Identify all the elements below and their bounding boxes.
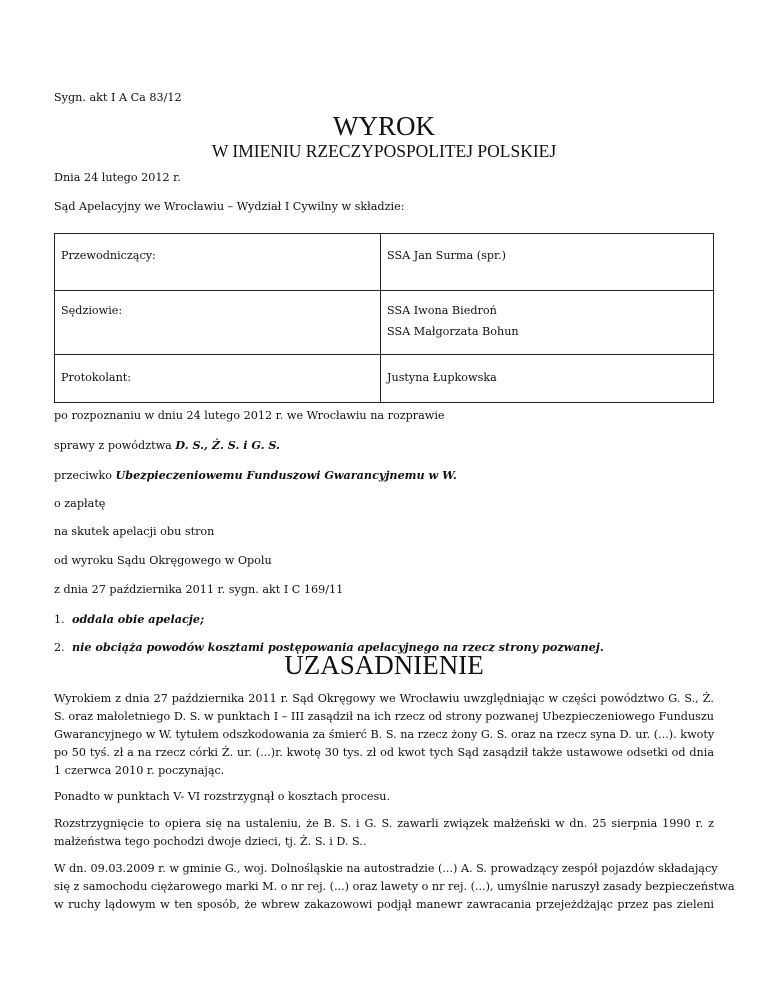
judge-name: SSA Iwona Biedroń	[387, 304, 497, 317]
ruling-text: nie obciąża powodów kosztami postępowania apelacyjnego na rzecz strony pozwanej.	[72, 640, 604, 654]
paragraph-line: w ruchy lądowym w ten sposób, że wbrew zakazowowi podjął manewr zawracania przejeżdżając przez pas zieleni	[54, 898, 714, 911]
defendant-line	[54, 468, 457, 483]
ruling-number: 1.	[54, 613, 65, 626]
presiding-judge: SSA Jan Surma (spr.)	[387, 249, 507, 262]
clerk-name: Justyna Łupkowska	[387, 371, 497, 384]
paragraph-line: się z samochodu ciężarowego marki M. o nr rej. (...) oraz lawety o nr rej. (...), umyślnie naruszył zasady bezpieczeństwa	[54, 880, 735, 893]
document-title: WYROK	[333, 111, 435, 141]
case-signature: Sygn. akt I A Ca 83/12	[54, 91, 182, 104]
paragraph-line: 1 czerwca 2010 r. poczynając.	[54, 764, 225, 777]
clerk-label-cell	[55, 355, 381, 403]
clerk-value-cell	[381, 355, 714, 403]
table-row	[55, 291, 714, 355]
justification-paragraph	[54, 815, 714, 851]
defendant: Ubezpieczeniowemu Funduszowi Gwarancyjnemu w W.	[115, 468, 457, 482]
ruling-number: 2.	[54, 641, 65, 654]
judge-name: SSA Małgorzata Bohun	[387, 325, 519, 338]
presiding-label: Przewodniczący:	[61, 249, 156, 262]
table-row	[55, 234, 714, 291]
judges-value-cell	[381, 291, 714, 355]
judgment-date: Dnia 24 lutego 2012 r.	[54, 171, 181, 184]
presiding-value-cell	[381, 234, 714, 291]
paragraph-line: Wyrokiem z dnia 27 października 2011 r. Sąd Okręgowy we Wrocławiu uwzględniając w części powództwo G. S., Ż.	[54, 692, 714, 705]
justification-heading: UZASADNIENIE	[284, 650, 484, 680]
parties-prefix: sprawy z powództwa	[54, 439, 176, 452]
court-composition-intro: Sąd Apelacyjny we Wrocławiu – Wydział I Cywilny w składzie:	[54, 200, 405, 213]
presiding-label-cell	[55, 234, 381, 291]
appeal-line: na skutek apelacji obu stron	[54, 525, 215, 538]
paragraph-line: małżeństwa tego pochodzi dwoje dzieci, tj. Ż. S. i D. S..	[54, 835, 367, 848]
justification-paragraph	[54, 690, 714, 780]
document-subtitle: W IMIENIU RZECZYPOSPOLITEJ POLSKIEJ	[211, 141, 557, 161]
lower-court-line: od wyroku Sądu Okręgowego w Opolu	[54, 554, 272, 567]
judges-label-cell	[55, 291, 381, 355]
defendant-prefix: przeciwko	[54, 469, 116, 482]
ruling-item	[54, 612, 204, 627]
ruling-text: oddala obie apelacje;	[72, 612, 205, 626]
paragraph-line: Rozstrzygnięcie to opiera się na ustaleniu, że B. S. i G. S. zawarli związek małżeński w dn. 25 sierpnia 1990 r. z	[54, 817, 714, 830]
paragraph-line: S. oraz małoletniego D. S. w punktach I – III zasądził na ich rzecz od strony pozwanej Ubezpieczeniowego Funduszu	[54, 710, 714, 723]
paragraph-line: Gwarancyjnego w W. tytułem odszkodowania za śmierć B. S. na rzecz żony G. S. oraz na rzecz syna D. ur. (...). kwoty	[54, 728, 715, 741]
parties-line	[54, 438, 280, 453]
lower-court-date-line: z dnia 27 października 2011 r. sygn. akt I C 169/11	[54, 583, 344, 596]
paragraph-line: po 50 tyś. zł a na rzecz córki Ż. ur. (...)r. kwotę 30 tys. zł od kwot tych Sąd zasądził także ustawowe odsetki od dnia	[54, 746, 714, 759]
proceedings-line: po rozpoznaniu w dniu 24 lutego 2012 r. we Wrocławiu na rozprawie	[54, 409, 445, 422]
judges-label: Sędziowie:	[61, 304, 123, 317]
justification-paragraph	[54, 860, 735, 914]
paragraph-line: W dn. 09.03.2009 r. w gminie G., woj. Dolnośląskie na autostradzie (...) A. S. prowadzący zespół pojazdów składający	[54, 862, 718, 875]
subject-line: o zapłatę	[54, 497, 106, 510]
clerk-label: Protokolant:	[61, 371, 132, 384]
justification-paragraph	[54, 788, 714, 806]
paragraph-line: Ponadto w punktach V- VI rozstrzygnął o kosztach procesu.	[54, 790, 391, 803]
court-panel-table	[54, 233, 714, 403]
plaintiffs: D. S., Ż. S. i G. S.	[175, 438, 280, 452]
table-row	[55, 355, 714, 403]
